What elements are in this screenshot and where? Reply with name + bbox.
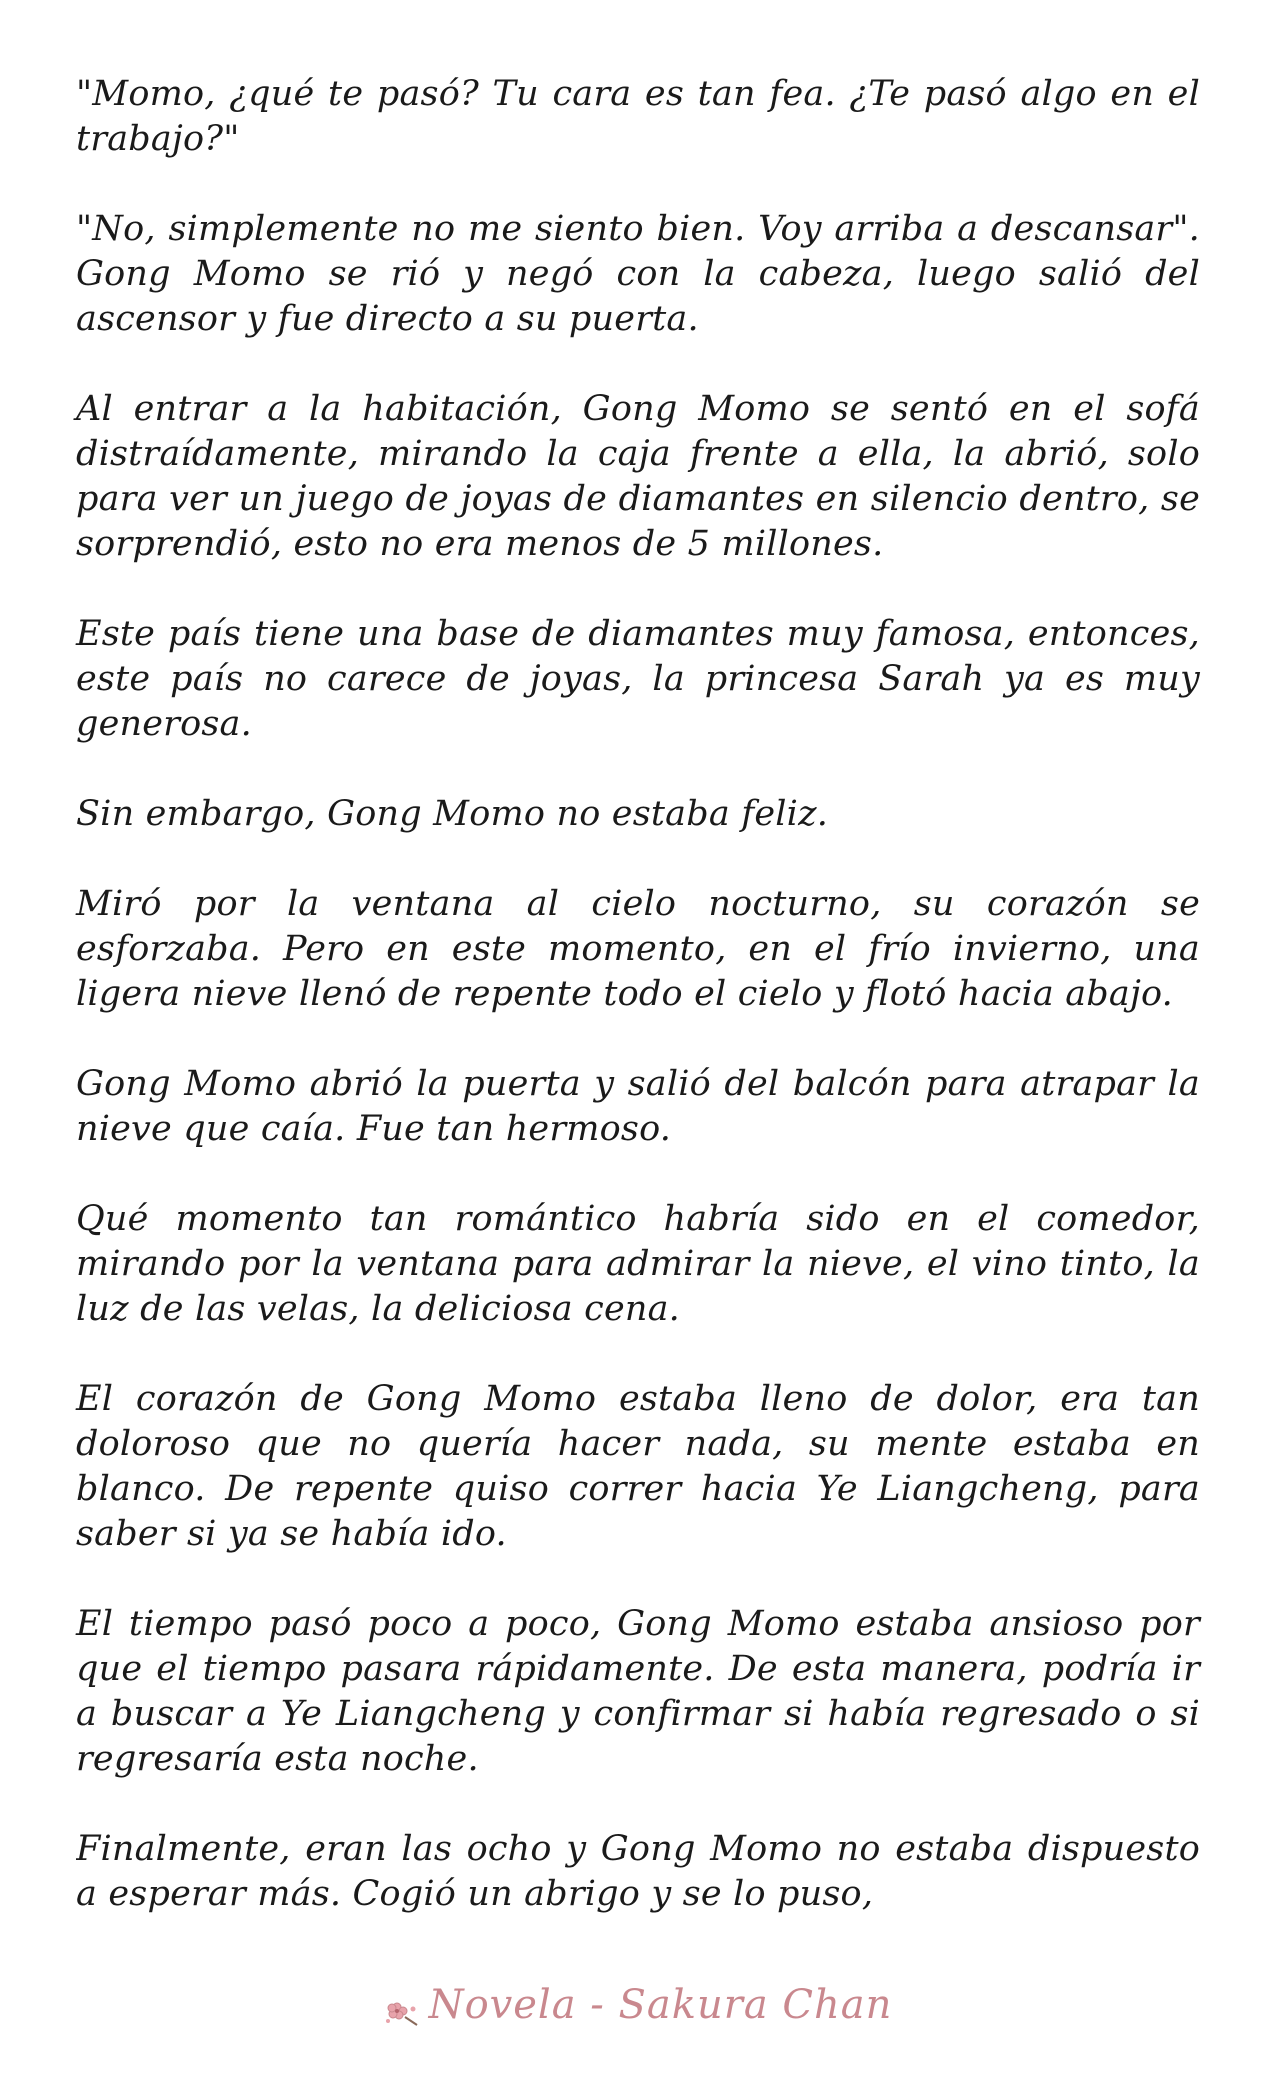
paragraph-3: Al entrar a la habitación, Gong Momo se sentó en el sofá distraídamente, mirando la caja frente a ella, la abrió, solo para ver un juego de joyas de diamantes en silencio dentro, se sorprendió, esto no era menos de 5 millones.	[76, 389, 1200, 564]
paragraph-7: Gong Momo abrió la puerta y salió del balcón para atrapar la nieve que caía. Fue tan hermoso.	[76, 1064, 1200, 1149]
watermark-text: Novela - Sakura Chan	[428, 1982, 893, 2028]
paragraph-5: Sin embargo, Gong Momo no estaba feliz.	[76, 794, 829, 834]
paragraph-2: "No, simplemente no me siento bien. Voy arriba a descansar". Gong Momo se rió y negó con la cabeza, luego salió del ascensor y fue directo a su puerta.	[76, 209, 1200, 339]
document-body	[76, 72, 1200, 1917]
paragraph-1: "Momo, ¿qué te pasó? Tu cara es tan fea. ¿Te pasó algo en el trabajo?"	[76, 74, 1200, 159]
paragraph-4: Este país tiene una base de diamantes muy famosa, entonces, este país no carece de joyas, la princesa Sarah ya es muy generosa.	[76, 614, 1200, 744]
paragraph-8: Qué momento tan romántico habría sido en el comedor, mirando por la ventana para admirar la nieve, el vino tinto, la luz de las velas, la deliciosa cena.	[76, 1199, 1200, 1329]
paragraph-10: El tiempo pasó poco a poco, Gong Momo estaba ansioso por que el tiempo pasara rápidamente. De esta manera, podría ir a buscar a Ye Liangcheng y confirmar si había regresado o si regresaría esta noche.	[76, 1604, 1200, 1779]
watermark	[0, 1982, 1275, 2028]
paragraph-11: Finalmente, eran las ocho y Gong Momo no estaba dispuesto a esperar más. Cogió un abrigo y se lo puso,	[76, 1829, 1200, 1914]
paragraph-6: Miró por la ventana al cielo nocturno, su corazón se esforzaba. Pero en este momento, en el frío invierno, una ligera nieve llenó de repente todo el cielo y flotó hacia abajo.	[76, 884, 1200, 1014]
paragraph-9: El corazón de Gong Momo estaba lleno de dolor, era tan doloroso que no quería hacer nada, su mente estaba en blanco. De repente quiso correr hacia Ye Liangcheng, para saber si ya se había ido.	[76, 1379, 1200, 1554]
cherry-blossom-icon	[383, 1993, 423, 2023]
